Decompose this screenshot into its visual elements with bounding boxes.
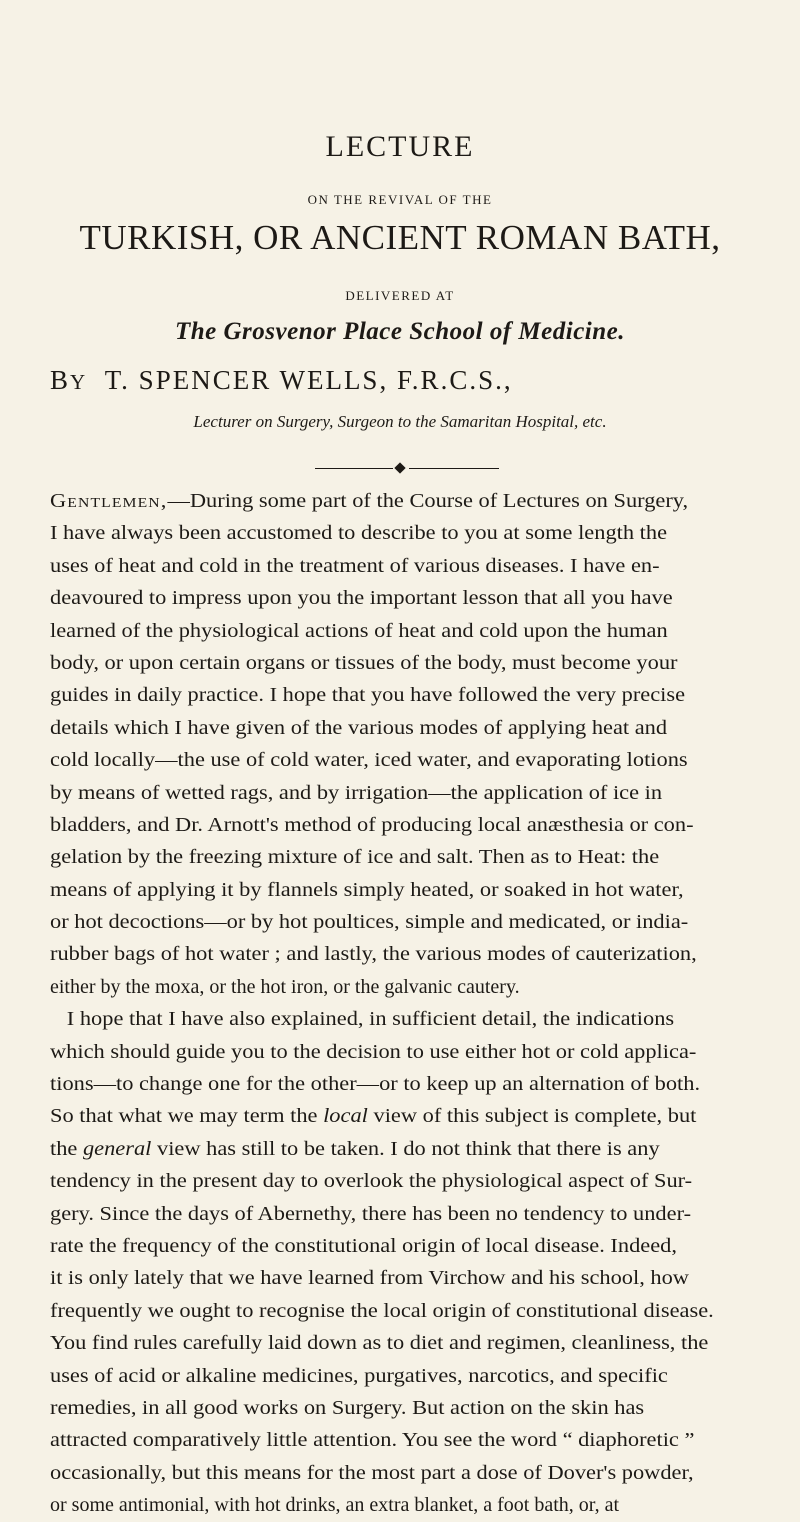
text-line-content: [50, 1003, 674, 1035]
line-text: gery. Since the days of Abernethy, there has been no tendency to under-: [50, 1202, 692, 1225]
emphasis: local: [323, 1105, 368, 1128]
line-text: I have always been accustomed to describe to you at some length the: [50, 522, 668, 545]
text-line-content: [50, 1100, 696, 1132]
line-text: it is only lately that we have learned from Virchow and his school, how: [50, 1267, 689, 1290]
line-text: frequently we ought to recognise the local origin of constitutional disease.: [50, 1299, 714, 1322]
text-line-content: [50, 679, 685, 711]
text-line: [50, 712, 780, 744]
line-text: tendency in the present day to overlook the physiological aspect of Sur-: [50, 1170, 693, 1193]
emphasis: general: [82, 1137, 152, 1160]
text-line: [50, 1262, 780, 1294]
text-line: [50, 1457, 780, 1489]
text-line: [50, 582, 780, 614]
text-line: [50, 1489, 780, 1521]
text-line-content: [50, 712, 667, 744]
line-text: uses of acid or alkaline medicines, purgatives, narcotics, and specific: [50, 1364, 668, 1387]
text-line: [50, 647, 780, 679]
line-text: guides in daily practice. I hope that you have followed the very precise: [50, 684, 686, 707]
line-text: cold locally—the use of cold water, iced water, and evaporating lotions: [50, 749, 688, 772]
text-line-content: [50, 1457, 694, 1489]
text-line: [50, 517, 780, 549]
text-line-content: [50, 744, 688, 776]
author-line: [50, 365, 780, 396]
text-line: [50, 1424, 780, 1456]
text-line: [50, 809, 780, 841]
text-line: [50, 938, 780, 970]
text-line-content: [50, 1360, 668, 1392]
line-text: which should guide you to the decision to use either hot or cold applica-: [50, 1040, 697, 1063]
text-line-content: [50, 1262, 689, 1294]
salutation: Gentlemen,: [50, 490, 168, 512]
text-line: [50, 1392, 780, 1424]
institution-name: The Grosvenor Place School of Medicine.: [174, 318, 625, 345]
text-line-content: [50, 517, 667, 549]
line-text: rubber bags of hot water ; and lastly, the various modes of cauterization,: [50, 943, 697, 966]
body-text: [50, 485, 780, 1522]
line-text: learned of the physiological actions of heat and cold upon the human: [50, 619, 668, 642]
text-line: [50, 1133, 780, 1165]
line-text: So that what we may term the: [50, 1105, 324, 1128]
text-line-content: [50, 1133, 660, 1165]
text-line: [50, 1360, 780, 1392]
author-by-initial: B: [50, 365, 71, 395]
text-line: [50, 744, 780, 776]
line-text: or some antimonial, with hot drinks, an extra blanket, a foot bath, or, at: [50, 1494, 620, 1517]
author-credentials: Lecturer on Surgery, Surgeon to the Samaritan Hospital, etc.: [193, 412, 607, 431]
line-text: view has still to be taken. I do not think that there is any: [151, 1137, 660, 1160]
text-line-content: [50, 1165, 692, 1197]
text-line-content: [50, 809, 694, 841]
text-line: [50, 1295, 780, 1327]
text-line-content: [50, 874, 684, 906]
text-line-content: [50, 1198, 691, 1230]
line-text: tions—to change one for the other—or to keep up an alternation of both.: [50, 1073, 701, 1096]
text-line-content: [50, 582, 673, 614]
main-title: TURKISH, OR ANCIENT ROMAN BATH,: [79, 218, 721, 257]
text-line-content: [50, 1424, 694, 1456]
text-line: [50, 1230, 780, 1262]
text-line-content: [50, 550, 660, 582]
author-name: T. SPENCER WELLS, F.R.C.S.,: [104, 365, 513, 395]
text-line-content: [50, 777, 662, 809]
text-line-content: [50, 485, 688, 517]
text-line-content: [50, 615, 668, 647]
line-text: the: [50, 1137, 83, 1160]
line-text: attracted comparatively little attention. You see the word “ diaphoretic ”: [50, 1429, 695, 1452]
text-line: [50, 485, 780, 517]
text-line: [50, 841, 780, 873]
text-line-content: [50, 1489, 619, 1521]
text-line: [50, 1036, 780, 1068]
text-line-content: [50, 1392, 644, 1424]
text-line-content: [50, 841, 659, 873]
text-line: [50, 1100, 780, 1132]
line-text: deavoured to impress upon you the important lesson that all you have: [50, 587, 673, 610]
text-line: [50, 679, 780, 711]
author-by-rest: Y: [70, 370, 88, 394]
text-line: [50, 906, 780, 938]
page-title: LECTURE: [325, 130, 475, 163]
text-line: [50, 1198, 780, 1230]
text-line: [50, 550, 780, 582]
line-text: uses of heat and cold in the treatment of various diseases. I have en-: [50, 554, 660, 577]
line-text: by means of wetted rags, and by irrigation—the application of ice in: [50, 781, 663, 804]
line-text: occasionally, but this means for the most part a dose of Dover's powder,: [50, 1461, 694, 1484]
line-text: body, or upon certain organs or tissues of the body, must become your: [50, 651, 678, 674]
divider-line-right: [409, 468, 499, 469]
text-line-content: [50, 1327, 708, 1359]
ornament-divider: [315, 463, 499, 475]
text-line: [50, 777, 780, 809]
line-text: I hope that I have also explained, in sufficient detail, the indications: [50, 1008, 675, 1031]
line-text: details which I have given of the various modes of applying heat and: [50, 716, 668, 739]
delivered-at: DELIVERED AT: [345, 288, 455, 303]
text-line-content: [50, 906, 688, 938]
line-text: view of this subject is complete, but: [367, 1105, 697, 1128]
line-text: rate the frequency of the constitutional origin of local disease. Indeed,: [50, 1234, 677, 1257]
text-line: [50, 615, 780, 647]
text-line-content: [50, 1230, 677, 1262]
text-line: [50, 1327, 780, 1359]
line-text: —During some part of the Course of Lectures on Surgery,: [167, 490, 689, 512]
subtitle: ON THE REVIVAL OF THE: [307, 192, 493, 207]
line-text: remedies, in all good works on Surgery. But action on the skin has: [50, 1396, 645, 1419]
text-line-content: [50, 1295, 714, 1327]
line-text: or hot decoctions—or by hot poultices, simple and medicated, or india-: [50, 911, 689, 934]
line-text: either by the moxa, or the hot iron, or the galvanic cautery.: [50, 975, 520, 998]
line-text: means of applying it by flannels simply heated, or soaked in hot water,: [50, 878, 684, 901]
divider-line-left: [315, 468, 393, 469]
text-line: [50, 971, 780, 1003]
line-text: You find rules carefully laid down as to diet and regimen, cleanliness, the: [50, 1332, 709, 1355]
text-line: [50, 874, 780, 906]
line-text: gelation by the freezing mixture of ice and salt. Then as to Heat: the: [50, 846, 660, 869]
text-line-content: [50, 647, 677, 679]
text-line-content: [50, 971, 520, 1003]
text-line-content: [50, 1068, 700, 1100]
diamond-ornament-icon: [394, 462, 405, 473]
text-line: [50, 1165, 780, 1197]
text-line-content: [50, 938, 697, 970]
line-text: bladders, and Dr. Arnott's method of producing local anæsthesia or con-: [50, 813, 694, 836]
text-line-content: [50, 1036, 696, 1068]
text-line: [50, 1068, 780, 1100]
text-line: [50, 1003, 780, 1035]
